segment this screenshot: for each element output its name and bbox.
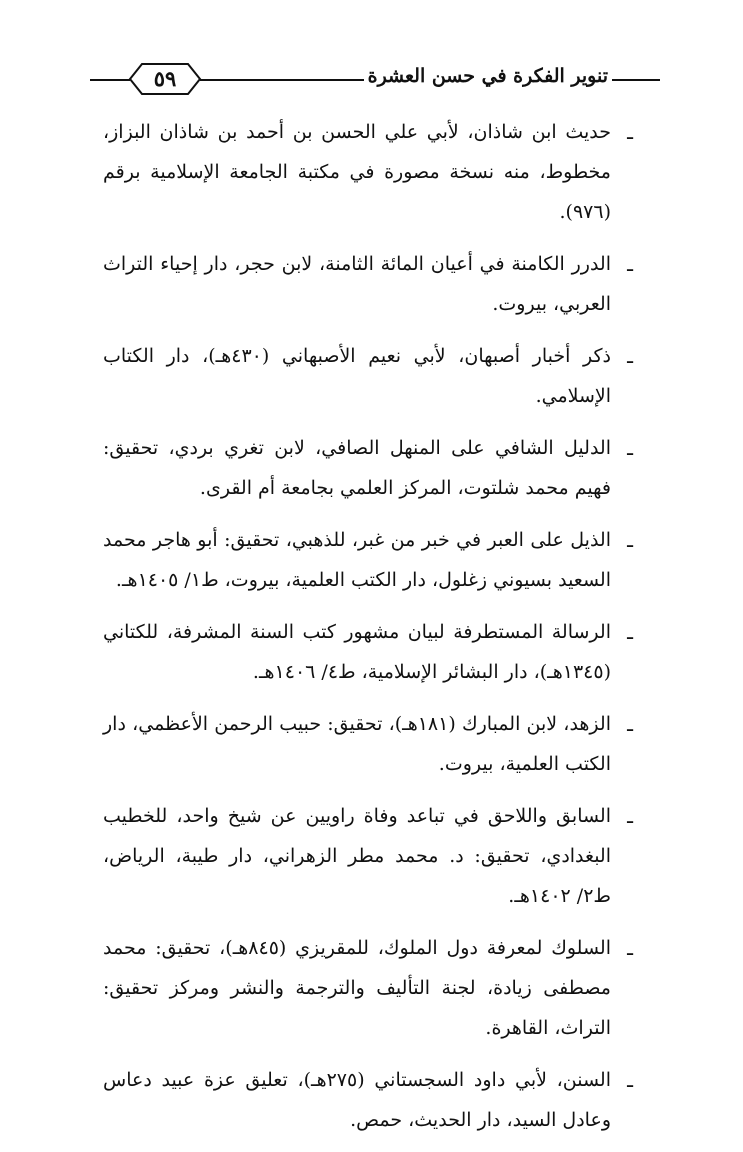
- header-rule-left: [90, 79, 130, 81]
- entry-text: السلوك لمعرفة دول الملوك، للمقريزي (٨٤٥هـ)، تحقيق: محمد مصطفى زيادة، لجنة التأليف والترجمة والنشر ومركز تحقيق: التراث، القاهرة.: [103, 937, 611, 1039]
- entry-text: حديث ابن شاذان، لأبي علي الحسن بن أحمد بن شاذان البزاز، مخطوط، منه نسخة مصورة في مكتبة الجامعة الإسلامية برقم (٩٧٦).: [103, 121, 611, 223]
- bibliography-entry: [103, 244, 633, 324]
- entry-text: ذكر أخبار أصبهان، لأبي نعيم الأصبهاني (٤٣٠هـ)، دار الكتاب الإسلامي.: [103, 345, 611, 407]
- entry-text: الزهد، لابن المبارك (١٨١هـ)، تحقيق: حبيب الرحمن الأعظمي، دار الكتب العلمية، بيروت.: [103, 713, 611, 775]
- bibliography-entry: [103, 704, 633, 784]
- bibliography-entry: [103, 112, 633, 232]
- entry-text: السنن، لأبي داود السجستاني (٢٧٥هـ)، تعليق عزة عبيد دعاس وعادل السيد، دار الحديث، حمص.: [103, 1069, 611, 1131]
- entry-dash: ـ: [627, 120, 633, 144]
- entry-dash: ـ: [627, 620, 633, 644]
- entry-dash: ـ: [627, 252, 633, 276]
- entry-text: الدليل الشافي على المنهل الصافي، لابن تغري بردي، تحقيق: فهيم محمد شلتوت، المركز العلمي بجامعة أم القرى.: [103, 437, 611, 499]
- page-number: ٥٩: [153, 66, 177, 91]
- running-title: تنوير الفكرة في حسن العشرة: [364, 65, 612, 87]
- bibliography-entry: [103, 1060, 633, 1140]
- entry-dash: ـ: [627, 528, 633, 552]
- entry-dash: ـ: [627, 712, 633, 736]
- entry-dash: ـ: [627, 804, 633, 828]
- entry-dash: ـ: [627, 436, 633, 460]
- entry-dash: ـ: [627, 344, 633, 368]
- entry-dash: ـ: [627, 1068, 633, 1092]
- entry-text: الدرر الكامنة في أعيان المائة الثامنة، لابن حجر، دار إحياء التراث العربي، بيروت.: [103, 253, 611, 315]
- bibliography-entry: [103, 928, 633, 1048]
- bibliography-list: [103, 112, 633, 1152]
- bibliography-entry: [103, 520, 633, 600]
- header-rule-right: [610, 79, 660, 81]
- bibliography-entry: [103, 336, 633, 416]
- entry-dash: ـ: [627, 936, 633, 960]
- entry-text: السابق واللاحق في تباعد وفاة راويين عن شيخ واحد، للخطيب البغدادي، تحقيق: د. محمد مطر الزهراني، دار طيبة، الرياض، ط٢/ ١٤٠٢هـ.: [103, 805, 611, 907]
- bibliography-entry: [103, 612, 633, 692]
- entry-text: الرسالة المستطرفة لبيان مشهور كتب السنة المشرفة، للكتاني (١٣٤٥هـ)، دار البشائر الإسلامية، ط٤/ ١٤٠٦هـ.: [103, 621, 611, 683]
- bibliography-entry: [103, 796, 633, 916]
- page-header: [90, 62, 660, 96]
- page-number-badge: [128, 62, 202, 96]
- entry-text: الذيل على العبر في خبر من غبر، للذهبي، تحقيق: أبو هاجر محمد السعيد بسيوني زغلول، دار الكتب العلمية، بيروت، ط١/ ١٤٠٥هـ.: [103, 529, 611, 591]
- bibliography-entry: [103, 428, 633, 508]
